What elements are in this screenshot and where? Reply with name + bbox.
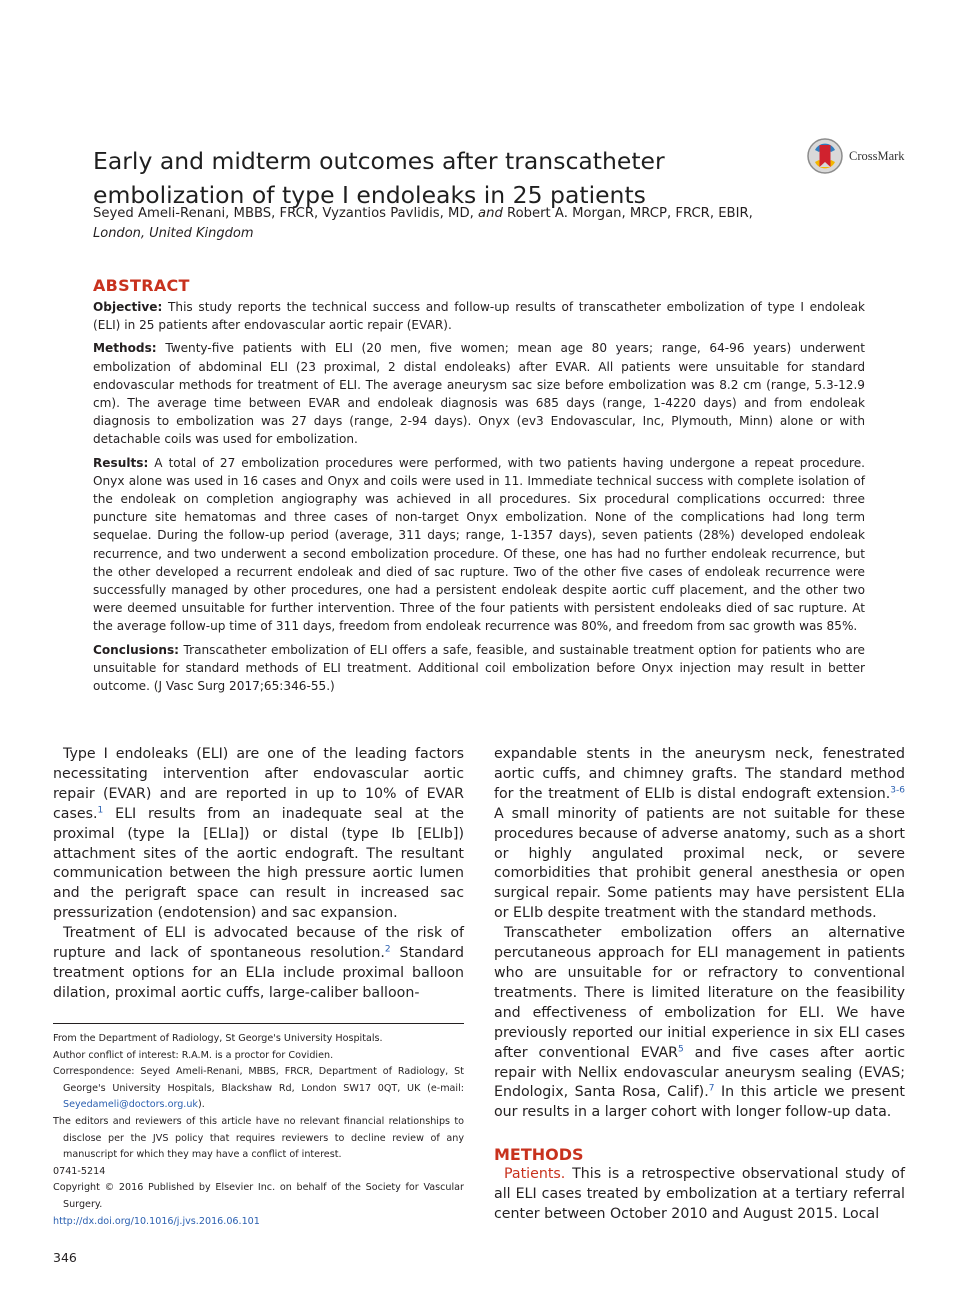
- citation-link[interactable]: 2: [384, 944, 391, 955]
- methods-label: Methods:: [93, 341, 157, 356]
- email-link[interactable]: Seyedameli@doctors.org.uk: [63, 1099, 198, 1111]
- results-label: Results:: [93, 455, 149, 470]
- footnote-affiliation: From the Department of Radiology, St George's University Hospitals.: [53, 1033, 383, 1044]
- text-run: ).: [198, 1099, 205, 1111]
- paragraph: [494, 1165, 905, 1225]
- title-line-2: embolization of type I endoleaks in 25 patients: [93, 180, 646, 209]
- text-run: Treatment of ELI is advocated because of the risk of rupture and lack of spontaneous resolution.: [53, 925, 464, 962]
- results-text: A total of 27 embolization procedures were performed, with two patients having undergone a repeat procedure. Onyx alone was used in 16 cases and Onyx and coils were used in 11. Immediate technical success with complete isolation of the endoleak on completion angiography was achieved in all procedures. Six procedural complications occurred: three puncture site hematomas and three cases of non-target Onyx embolization. None of the complications had long term sequelae. During the follow-up period (average, 311 days; range, 1-1357 days), seven patients (28%) developed endoleak recurrence, and two underwent a second embolization procedure. Of these, one has had no further endoleak recurrence, but the other developed a recurrent endoleak and died of sac rupture. Two of the other five cases of endoleak recurrence were successfully managed by other procedures, one had a persistent endoleak despite aortic cuff placement, and the other two were deemed unsuitable for further intervention. Three of the four patients with persistent endoleaks died of sac rupture. At the average follow-up time of 311 days, freedom from endoleak recurrence was 80%, and freedom from sac growth was 85%.: [93, 455, 865, 634]
- conclusions-label: Conclusions:: [93, 642, 180, 657]
- authors-last: Robert A. Morgan, MRCP, FRCR, EBIR,: [507, 206, 753, 221]
- text-run: In this article we present our results in a larger cohort with longer follow-up data.: [494, 1084, 905, 1121]
- body-column-left: [53, 745, 464, 1004]
- text-run: Transcatheter embolization offers an alternative percutaneous approach for ELI management in patients who are unsuitable for or refractory to conventional treatments. There is limited literature on the feasibility and effectiveness of embolization for ELI. We have previously reported our initial experience in six ELI cases after conventional EVAR: [494, 925, 905, 1061]
- footnote-divider: [53, 1023, 464, 1024]
- crossmark-icon: [807, 138, 927, 178]
- text-run: This is a retrospective observational study of all ELI cases treated by embolization at a tertiary referral center between October 2010 and August 2015. Local: [494, 1166, 905, 1222]
- crossmark-label: CrossMark: [849, 149, 905, 163]
- abstract-conclusions: [93, 641, 865, 696]
- page-number: 346: [53, 1250, 77, 1265]
- footnote-copyright: Copyright © 2016 Published by Elsevier Inc. on behalf of the Society for Vascular Surgery.: [53, 1182, 464, 1210]
- methods-heading: METHODS: [494, 1145, 584, 1165]
- doi-link[interactable]: http://dx.doi.org/10.1016/j.jvs.2016.06.101: [53, 1215, 260, 1227]
- footnote-editors: The editors and reviewers of this article have no relevant financial relationships to disclose per the JVS policy that requires reviewers to decline review of any manuscript for which they may have a conflict of interest.: [53, 1115, 464, 1161]
- abstract-methods: [93, 339, 865, 448]
- methods-text: Twenty-five patients with ELI (20 men, five women; mean age 80 years; range, 64-96 years) underwent embolization of abdominal ELI (23 proximal, 2 distal endoleaks) after EVAR. All patients were unsuitable for standard endovascular methods for treatment of ELI. The average aneurysm sac size before embolization was 8.2 cm (range, 5.3-12.9 cm). The average time between EVAR and endoleak diagnosis was 685 days (range, 1-4220 days) and from endoleak diagnosis to embolization was 27 days (range, 2-94 days). Onyx (ev3 Endovascular, Inc, Plymouth, Minn) alone or with detachable coils was used for embolization.: [93, 341, 865, 447]
- text-run: Type I endoleaks (ELI) are one of the leading factors necessitating intervention after endovascular aortic repair (EVAR) and are reported in up to 10% of EVAR cases.: [53, 746, 464, 822]
- text-run: and five cases after aortic repair with Nellix endovascular aneurysm sealing (EVAS; Endologix, Santa Rosa, Calif).: [494, 1044, 905, 1101]
- body-column-right: [494, 745, 905, 1225]
- citation-link[interactable]: 3-6: [890, 785, 905, 796]
- citation-link[interactable]: 1: [97, 804, 104, 815]
- text-run: expandable stents in the aneurysm neck, fenestrated aortic cuffs, and chimney grafts. The standard method for the treatment of ELIb is distal endograft extension.: [494, 746, 905, 802]
- abstract-results: [93, 454, 865, 636]
- paragraph: [53, 745, 464, 924]
- footnote-conflict: Author conflict of interest: R.A.M. is a proctor for Covidien.: [53, 1049, 334, 1061]
- paragraph: [494, 924, 905, 1123]
- citation-link[interactable]: 5: [678, 1043, 684, 1054]
- paragraph: [494, 745, 905, 924]
- authors-first: Seyed Ameli-Renani, MBBS, FRCR, Vyzantios Pavlidis, MD,: [93, 206, 474, 221]
- title-line-1: Early and midterm outcomes after transcatheter: [93, 146, 665, 175]
- abstract-heading: ABSTRACT: [93, 276, 190, 295]
- footnotes: [53, 1031, 464, 1230]
- conclusions-text: Transcatheter embolization of ELI offers a safe, feasible, and sustainable treatment option for patients who are unsuitable for standard methods of ELI treatment. Additional coil embolization before Onyx injection may result in better outcome. (J Vasc Surg 2017;65:346-55.): [93, 642, 865, 694]
- abstract-body: [93, 298, 865, 700]
- authors-and: and: [478, 206, 503, 221]
- affiliation: London, United Kingdom: [93, 226, 254, 241]
- text-run: A small minority of patients are not suitable for these procedures because of adverse anatomy, such as a short or highly angulated proximal neck, or severe comorbidities that prohibit general anesthesia or open surgical repair. Some patients may have persistent ELIa or ELIb despite treatment with the standard methods.: [494, 805, 905, 922]
- objective-label: Objective:: [93, 300, 163, 314]
- patients-subheading: Patients.: [504, 1166, 566, 1183]
- text-run: Correspondence: Seyed Ameli-Renani, MBBS, FRCR, Department of Radiology, St George's University Hospitals, Blackshaw Rd, London SW17 0QT, UK (e-mail:: [53, 1066, 464, 1094]
- footnote-doi: [53, 1214, 464, 1231]
- paragraph: [53, 924, 464, 1004]
- objective-text: This study reports the technical success and follow-up results of transcatheter embolization of type I endoleak (ELI) in 25 patients after endovascular aortic repair (EVAR).: [93, 300, 865, 333]
- author-list: [93, 205, 883, 223]
- article-title: [93, 144, 733, 212]
- text-run: ELI results from an inadequate seal at the proximal (type Ia [ELIa]) or distal (type Ib [ELIb]) attachment sites of the aortic endograft. The resultant communication between the high pressure aortic lumen and the perigraft space can result in increased sac pressurization (endotension) and sac expansion.: [53, 805, 464, 922]
- crossmark-badge[interactable]: [807, 138, 927, 178]
- footnote-issn: 0741-5214: [53, 1165, 106, 1177]
- citation-link[interactable]: 7: [708, 1083, 715, 1094]
- footnote-correspondence: [53, 1064, 464, 1114]
- text-run: Standard treatment options for an ELIa include proximal balloon dilation, proximal aortic cuffs, large-caliber balloon-: [53, 945, 464, 1001]
- abstract-objective: [93, 298, 865, 334]
